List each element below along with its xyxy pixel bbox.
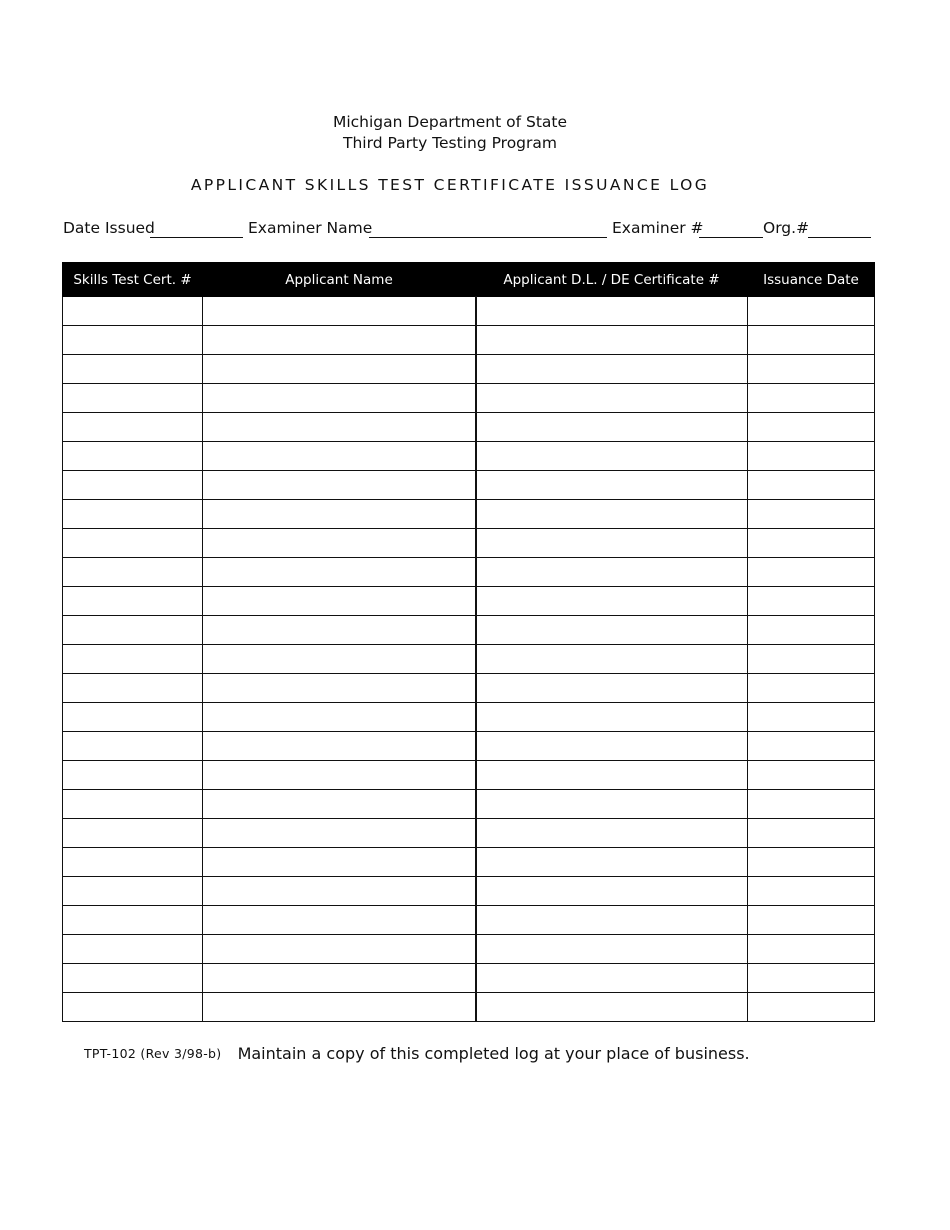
issuance-date-cell[interactable] [748, 848, 875, 877]
column-header-dl-certificate: Applicant D.L. / DE Certificate # [476, 263, 748, 297]
cert-number-cell[interactable] [63, 529, 203, 558]
dl-certificate-cell[interactable] [476, 326, 748, 355]
applicant-name-cell[interactable] [203, 558, 476, 587]
footer-note: Maintain a copy of this completed log at your place of business. [237, 1044, 750, 1063]
applicant-name-cell[interactable] [203, 413, 476, 442]
org-number-field[interactable] [808, 237, 871, 238]
table-row [63, 761, 875, 790]
dl-certificate-cell[interactable] [476, 384, 748, 413]
applicant-name-cell[interactable] [203, 442, 476, 471]
table-row [63, 993, 875, 1022]
applicant-name-cell[interactable] [203, 471, 476, 500]
applicant-name-cell[interactable] [203, 645, 476, 674]
examiner-number-field[interactable] [699, 237, 763, 238]
dl-certificate-cell[interactable] [476, 297, 748, 326]
cert-number-cell[interactable] [63, 848, 203, 877]
issuance-date-cell[interactable] [748, 558, 875, 587]
date-issued-field[interactable] [150, 237, 243, 238]
issuance-date-cell[interactable] [748, 384, 875, 413]
org-number-label: Org.# [763, 219, 810, 237]
dl-certificate-cell[interactable] [476, 587, 748, 616]
cert-number-cell[interactable] [63, 935, 203, 964]
cert-number-cell[interactable] [63, 906, 203, 935]
issuance-date-cell[interactable] [748, 442, 875, 471]
applicant-name-cell[interactable] [203, 790, 476, 819]
cert-number-cell[interactable] [63, 413, 203, 442]
agency-name: Michigan Department of State [332, 113, 568, 131]
table-row [63, 674, 875, 703]
cert-number-cell[interactable] [63, 616, 203, 645]
column-header-issuance-date: Issuance Date [748, 263, 875, 297]
issuance-date-cell[interactable] [748, 761, 875, 790]
cert-number-cell[interactable] [63, 645, 203, 674]
applicant-name-cell[interactable] [203, 703, 476, 732]
cert-number-cell[interactable] [63, 326, 203, 355]
dl-certificate-cell[interactable] [476, 906, 748, 935]
applicant-name-cell[interactable] [203, 906, 476, 935]
cert-number-cell[interactable] [63, 993, 203, 1022]
cert-number-cell[interactable] [63, 790, 203, 819]
table-row [63, 326, 875, 355]
issuance-date-cell[interactable] [748, 471, 875, 500]
issuance-date-cell[interactable] [748, 616, 875, 645]
cert-number-cell[interactable] [63, 587, 203, 616]
issuance-date-cell[interactable] [748, 703, 875, 732]
issuance-date-cell[interactable] [748, 906, 875, 935]
table-row [63, 732, 875, 761]
applicant-name-cell[interactable] [203, 732, 476, 761]
applicant-name-cell[interactable] [203, 848, 476, 877]
applicant-name-cell[interactable] [203, 674, 476, 703]
issuance-date-cell[interactable] [748, 326, 875, 355]
cert-number-cell[interactable] [63, 732, 203, 761]
dl-certificate-cell[interactable] [476, 877, 748, 906]
cert-number-cell[interactable] [63, 297, 203, 326]
cert-number-cell[interactable] [63, 384, 203, 413]
cert-number-cell[interactable] [63, 703, 203, 732]
table-row [63, 877, 875, 906]
table-body [63, 297, 875, 1022]
dl-certificate-cell[interactable] [476, 761, 748, 790]
issuance-date-cell[interactable] [748, 587, 875, 616]
table-row [63, 355, 875, 384]
examiner-name-field[interactable] [369, 237, 607, 238]
applicant-name-cell[interactable] [203, 993, 476, 1022]
table-row [63, 529, 875, 558]
table-header-row [63, 263, 875, 297]
table-row [63, 703, 875, 732]
issuance-date-cell[interactable] [748, 674, 875, 703]
table-row [63, 790, 875, 819]
issuance-date-cell[interactable] [748, 413, 875, 442]
cert-number-cell[interactable] [63, 355, 203, 384]
form-header [0, 112, 900, 154]
table-row [63, 935, 875, 964]
cert-number-cell[interactable] [63, 761, 203, 790]
program-name: Third Party Testing Program [343, 134, 557, 152]
dl-certificate-cell[interactable] [476, 848, 748, 877]
table-row [63, 442, 875, 471]
dl-certificate-cell[interactable] [476, 355, 748, 384]
column-header-applicant-name: Applicant Name [203, 263, 476, 297]
table-row [63, 906, 875, 935]
issuance-date-cell[interactable] [748, 529, 875, 558]
column-header-cert-number: Skills Test Cert. # [63, 263, 203, 297]
issuance-date-cell[interactable] [748, 935, 875, 964]
dl-certificate-cell[interactable] [476, 616, 748, 645]
table-row [63, 558, 875, 587]
dl-certificate-cell[interactable] [476, 674, 748, 703]
issuance-date-cell[interactable] [748, 500, 875, 529]
applicant-name-cell[interactable] [203, 587, 476, 616]
dl-certificate-cell[interactable] [476, 703, 748, 732]
dl-certificate-cell[interactable] [476, 819, 748, 848]
issuance-date-cell[interactable] [748, 297, 875, 326]
applicant-name-cell[interactable] [203, 355, 476, 384]
form-id: TPT-102 (Rev 3/98-b) [84, 1046, 222, 1061]
dl-certificate-cell[interactable] [476, 413, 748, 442]
dl-certificate-cell[interactable] [476, 645, 748, 674]
table-row [63, 616, 875, 645]
form-footer [84, 1043, 750, 1063]
applicant-name-cell[interactable] [203, 819, 476, 848]
dl-certificate-cell[interactable] [476, 529, 748, 558]
table-row [63, 819, 875, 848]
cert-number-cell[interactable] [63, 674, 203, 703]
issuance-date-cell[interactable] [748, 993, 875, 1022]
issuance-date-cell[interactable] [748, 964, 875, 993]
cert-number-cell[interactable] [63, 471, 203, 500]
applicant-name-cell[interactable] [203, 384, 476, 413]
cert-number-cell[interactable] [63, 500, 203, 529]
applicant-name-cell[interactable] [203, 877, 476, 906]
applicant-name-cell[interactable] [203, 616, 476, 645]
applicant-name-cell[interactable] [203, 935, 476, 964]
dl-certificate-cell[interactable] [476, 790, 748, 819]
form-title: APPLICANT SKILLS TEST CERTIFICATE ISSUANCE LOG [190, 176, 710, 194]
dl-certificate-cell[interactable] [476, 993, 748, 1022]
examiner-name-label: Examiner Name [248, 219, 373, 237]
dl-certificate-cell[interactable] [476, 964, 748, 993]
cert-number-cell[interactable] [63, 877, 203, 906]
applicant-name-cell[interactable] [203, 297, 476, 326]
cert-number-cell[interactable] [63, 558, 203, 587]
applicant-name-cell[interactable] [203, 761, 476, 790]
form-fields [63, 219, 873, 243]
dl-certificate-cell[interactable] [476, 500, 748, 529]
issuance-date-cell[interactable] [748, 645, 875, 674]
dl-certificate-cell[interactable] [476, 442, 748, 471]
applicant-name-cell[interactable] [203, 529, 476, 558]
cert-number-cell[interactable] [63, 819, 203, 848]
table-row [63, 471, 875, 500]
dl-certificate-cell[interactable] [476, 935, 748, 964]
issuance-date-cell[interactable] [748, 877, 875, 906]
applicant-name-cell[interactable] [203, 326, 476, 355]
table-row [63, 500, 875, 529]
table-row [63, 964, 875, 993]
issuance-date-cell[interactable] [748, 355, 875, 384]
issuance-date-cell[interactable] [748, 732, 875, 761]
table-row [63, 587, 875, 616]
dl-certificate-cell[interactable] [476, 471, 748, 500]
cert-number-cell[interactable] [63, 442, 203, 471]
issuance-log-table [62, 262, 875, 1022]
table-row [63, 413, 875, 442]
applicant-name-cell[interactable] [203, 964, 476, 993]
examiner-number-label: Examiner # [612, 219, 704, 237]
dl-certificate-cell[interactable] [476, 732, 748, 761]
applicant-name-cell[interactable] [203, 500, 476, 529]
date-issued-label: Date Issued [63, 219, 155, 237]
issuance-date-cell[interactable] [748, 790, 875, 819]
issuance-date-cell[interactable] [748, 819, 875, 848]
cert-number-cell[interactable] [63, 964, 203, 993]
dl-certificate-cell[interactable] [476, 558, 748, 587]
table-row [63, 645, 875, 674]
table-row [63, 384, 875, 413]
table-row [63, 297, 875, 326]
table-row [63, 848, 875, 877]
